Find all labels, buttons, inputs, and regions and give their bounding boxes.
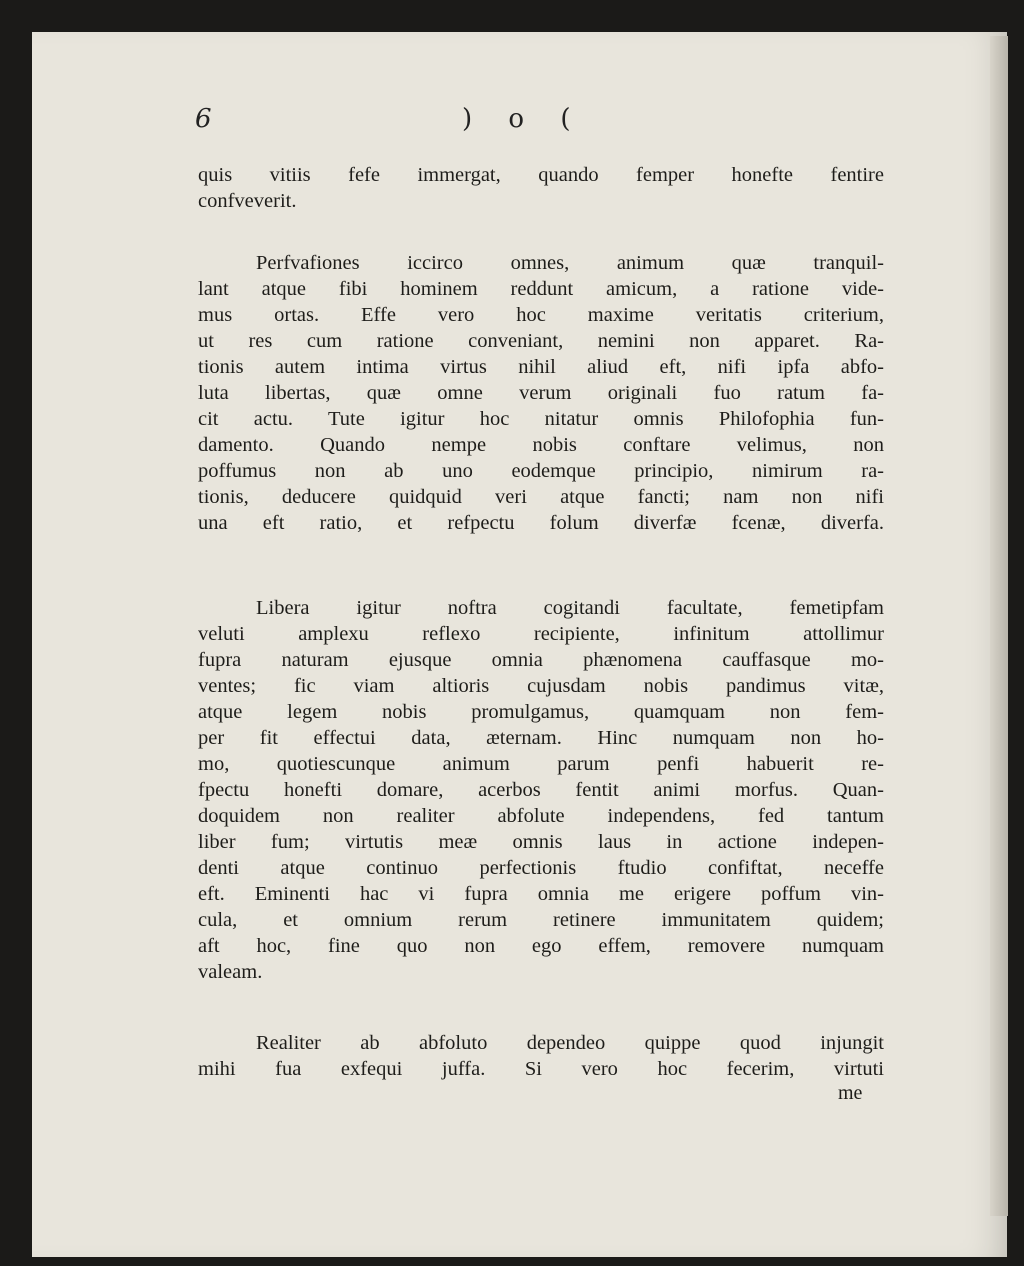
paragraph-3 bbox=[198, 595, 884, 985]
text-line: mus ortas. Effe vero hoc maxime veritatis criterium, bbox=[198, 304, 884, 326]
text-line: cula, et omnium rerum retinere immunitatem quidem; bbox=[198, 909, 884, 931]
text-line: mihi fua exfequi juffa. Si vero hoc fecerim, virtuti bbox=[198, 1058, 884, 1080]
text-line: Realiter ab abfoluto dependeo quippe quod injungit bbox=[256, 1032, 884, 1054]
text-line: confveverit. bbox=[198, 190, 297, 212]
text-line: eft. Eminenti hac vi fupra omnia me erigere poffum vin- bbox=[198, 883, 884, 905]
text-line: quis vitiis fefe immergat, quando femper honefte fentire bbox=[198, 164, 884, 186]
page-number: 6 bbox=[195, 104, 212, 134]
paragraph-2 bbox=[198, 250, 884, 536]
text-line: tionis, deducere quidquid veri atque fancti; nam non nifi bbox=[198, 486, 884, 508]
text-line: damento. Quando nempe nobis conftare velimus, non bbox=[198, 434, 884, 456]
text-line: mo, quotiescunque animum parum penfi habuerit re- bbox=[198, 753, 884, 775]
text-line: denti atque continuo perfectionis ftudio confiftat, neceffe bbox=[198, 857, 884, 879]
text-line: aft hoc, fine quo non ego effem, removere numquam bbox=[198, 935, 884, 957]
paragraph-1 bbox=[198, 162, 884, 214]
paragraph-4 bbox=[198, 1030, 884, 1082]
text-line: Libera igitur noftra cogitandi facultate, femetipfam bbox=[256, 597, 884, 619]
running-header bbox=[0, 104, 1024, 144]
text-line: luta libertas, quæ omne verum originali fuo ratum fa- bbox=[198, 382, 884, 404]
header-ornament: ) o ( bbox=[462, 104, 585, 134]
text-line: liber fum; virtutis meæ omnis laus in actione indepen- bbox=[198, 831, 884, 853]
text-line: tionis autem intima virtus nihil aliud eft, nifi ipfa abfo- bbox=[198, 356, 884, 378]
text-line: lant atque fibi hominem reddunt amicum, a ratione vide- bbox=[198, 278, 884, 300]
text-line: atque legem nobis promulgamus, quamquam non fem- bbox=[198, 701, 884, 723]
text-line: fupra naturam ejusque omnia phænomena cauffasque mo- bbox=[198, 649, 884, 671]
catchword: me bbox=[838, 1082, 863, 1104]
text-line: Perfvafiones iccirco omnes, animum quæ tranquil- bbox=[256, 252, 884, 274]
text-line: ut res cum ratione conveniant, nemini non apparet. Ra- bbox=[198, 330, 884, 352]
text-line: fpectu honefti domare, acerbos fentit animi morfus. Quan- bbox=[198, 779, 884, 801]
text-line: ventes; fic viam altioris cujusdam nobis pandimus vitæ, bbox=[198, 675, 884, 697]
page-edge bbox=[990, 36, 1008, 1216]
text-line: cit actu. Tute igitur hoc nitatur omnis Philofophia fun- bbox=[198, 408, 884, 430]
text-line: poffumus non ab uno eodemque principio, nimirum ra- bbox=[198, 460, 884, 482]
text-line: valeam. bbox=[198, 961, 263, 983]
text-line: per fit effectui data, æternam. Hinc numquam non ho- bbox=[198, 727, 884, 749]
text-line: doquidem non realiter abfolute independens, fed tantum bbox=[198, 805, 884, 827]
text-line: veluti amplexu reflexo recipiente, infinitum attollimur bbox=[198, 623, 884, 645]
text-line: una eft ratio, et refpectu folum diverfæ fcenæ, diverfa. bbox=[198, 512, 884, 534]
